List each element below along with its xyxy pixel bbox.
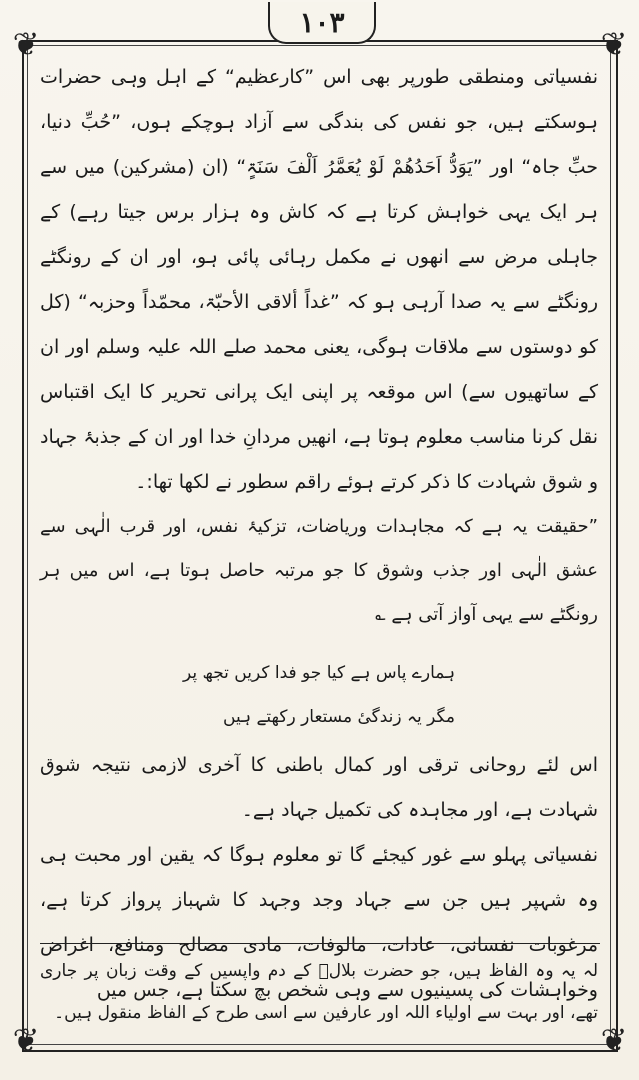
corner-ornament-icon: ❦ [12,1021,40,1059]
poem-couplet [40,651,598,739]
page-number: ١٠٣ [299,5,345,39]
poem-line: ہمارے پاس ہے کیا جو فدا کریں تجھ پر [182,663,456,683]
main-text [40,55,598,1013]
corner-ornament-icon: ❦ [600,1021,628,1059]
footnote-divider [40,943,600,944]
poem-line: مگر یہ زندگیٔ مستعار رکھتے ہیں [223,707,455,727]
corner-ornament-icon: ❦ [12,25,40,63]
footnote [40,950,598,1034]
footnote-text: لہ یہ وہ الفاظ ہیں، جو حضرت بلالؓ کے دم واپسیں کے وقت زبان پر جاری تھے، اور بہت سے اولیاء اللہ اور عارفین سے اسی طرح کے الفاظ منقول ہیں۔ [40,961,598,1023]
paragraph: نفسیاتی ومنطقی طورپر بھی اس ”کارعظیم“ کے اہل وہی حضرات ہوسکتے ہیں، جو نفس کی بندگی سے آزاد ہوچکے ہوں، ”حُبِّ دنیا، حبِّ جاہ“ اور ”یَوَدُّ اَحَدُھُمْ لَوْ یُعَمَّرُ اَلْفَ سَنَۃٍ“ (ان (مشرکین) میں سے ہر ایک یہی خواہش کرتا ہے کہ کاش وہ ہزار برس جیتا رہے) کے جاہلی مرض سے انھوں نے مکمل رہائی پائی ہو، اور ان کے رونگٹے رونگٹے سے یہ صدا آرہی ہو کہ ”غداً ألاقی الأحبّۃ، محمّداً وحزبہ“ (کل کو دوستوں سے ملاقات ہوگی، یعنی محمد صلے اللہ علیہ وسلم اور ان کے ساتھیوں سے) اس موقعہ پر اپنی ایک پرانی تحریر کا ایک اقتباس نقل کرنا مناسب معلوم ہوتا ہے، انھیں مردانِ خدا اور ان کے جذبۂ جہاد و شوق شہادت کا ذکر کرتے ہوئے راقم سطور نے لکھا تھا:۔ [40,66,598,493]
paragraph: نفسیاتی پہلو سے غور کیجئے گا تو معلوم ہوگا کہ یقین اور محبت ہی وہ شہپر ہیں جن سے جہاد وجد وجہد کا شہباز پرواز کرتا ہے، مرغوبات نفسانی، عادات، مالوفات، مادی مصالح ومنافع، اغراض وخواہشات کی پسینیوں سے وہی شخص بچ سکتا ہے، جس میں [40,844,598,1001]
page-number-tab [268,2,376,44]
paragraph: اس لئے روحانی ترقی اور کمال باطنی کا آخری لازمی نتیجہ شوق شہادت ہے، اور مجاہدہ کی تکمیل جہاد ہے۔ [40,754,598,821]
corner-ornament-icon: ❦ [600,25,628,63]
block-quote: ”حقیقت یہ ہے کہ مجاہدات وریاضات، تزکیۂ نفس، اور قرب الٰہی سے عشق الٰہی اور جذب وشوق کا جو مرتبہ حاصل ہوتا ہے، اس میں ہر رونگٹے سے یہی آواز آتی ہے ؎ [40,516,598,625]
